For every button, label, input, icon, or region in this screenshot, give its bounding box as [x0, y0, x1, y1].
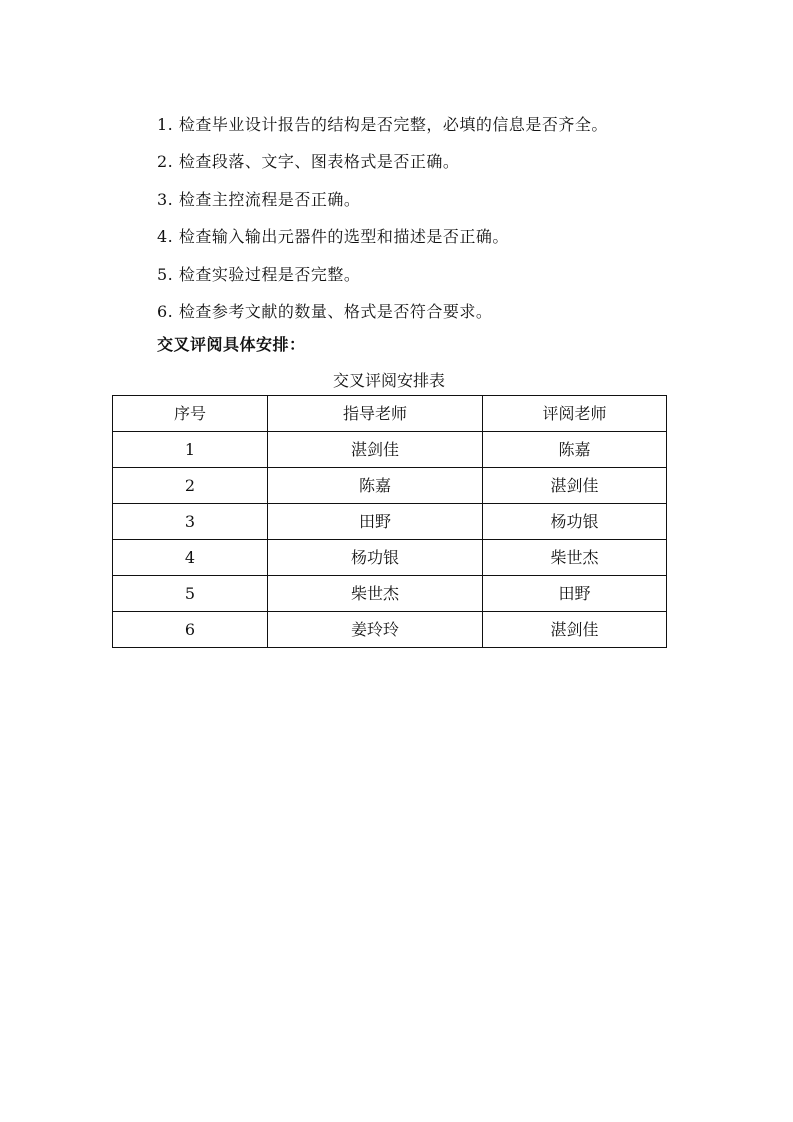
table-row: [113, 540, 667, 576]
cell-reviewer: 杨功银: [483, 504, 667, 540]
table-caption: 交叉评阅安排表: [332, 371, 445, 390]
cell-advisor: 陈嘉: [268, 468, 483, 504]
header-cell-advisor: 指导老师: [268, 396, 483, 432]
cell-number: 4: [113, 540, 268, 576]
review-checklist: [157, 106, 717, 330]
cell-advisor: 姜玲玲: [268, 612, 483, 648]
header-cell-reviewer: 评阅老师: [483, 396, 667, 432]
cell-reviewer: 田野: [483, 576, 667, 612]
table-row: [113, 468, 667, 504]
cell-advisor: 柴世杰: [268, 576, 483, 612]
checklist-item: 4. 检查输入输出元器件的选型和描述是否正确。: [157, 227, 509, 247]
cell-advisor: 杨功银: [268, 540, 483, 576]
table-header-row: [113, 396, 667, 432]
cell-reviewer: 湛剑佳: [483, 468, 667, 504]
cell-number: 1: [113, 432, 268, 468]
cell-reviewer: 陈嘉: [483, 432, 667, 468]
checklist-item: 6. 检查参考文献的数量、格式是否符合要求。: [157, 301, 493, 321]
cell-number: 2: [113, 468, 268, 504]
table-row: [113, 576, 667, 612]
table-row: [113, 612, 667, 648]
cell-reviewer: 湛剑佳: [483, 612, 667, 648]
section-heading: 交叉评阅具体安排：: [157, 335, 306, 354]
checklist-item: 1. 检查毕业设计报告的结构是否完整，必填的信息是否齐全。: [157, 115, 608, 134]
cell-number: 6: [113, 612, 268, 648]
cell-number: 5: [113, 576, 268, 612]
header-cell-number: 序号: [113, 396, 268, 432]
checklist-item: 5. 检查实验过程是否完整。: [157, 264, 361, 284]
cell-reviewer: 柴世杰: [483, 540, 667, 576]
cell-number: 3: [113, 504, 268, 540]
cell-advisor: 湛剑佳: [268, 432, 483, 468]
checklist-item: 2. 检查段落、文字、图表格式是否正确。: [157, 152, 460, 172]
table-row: [113, 504, 667, 540]
checklist-item: 3. 检查主控流程是否正确。: [157, 189, 361, 209]
cell-advisor: 田野: [268, 504, 483, 540]
table-row: [113, 432, 667, 468]
review-schedule-table: [112, 395, 667, 648]
